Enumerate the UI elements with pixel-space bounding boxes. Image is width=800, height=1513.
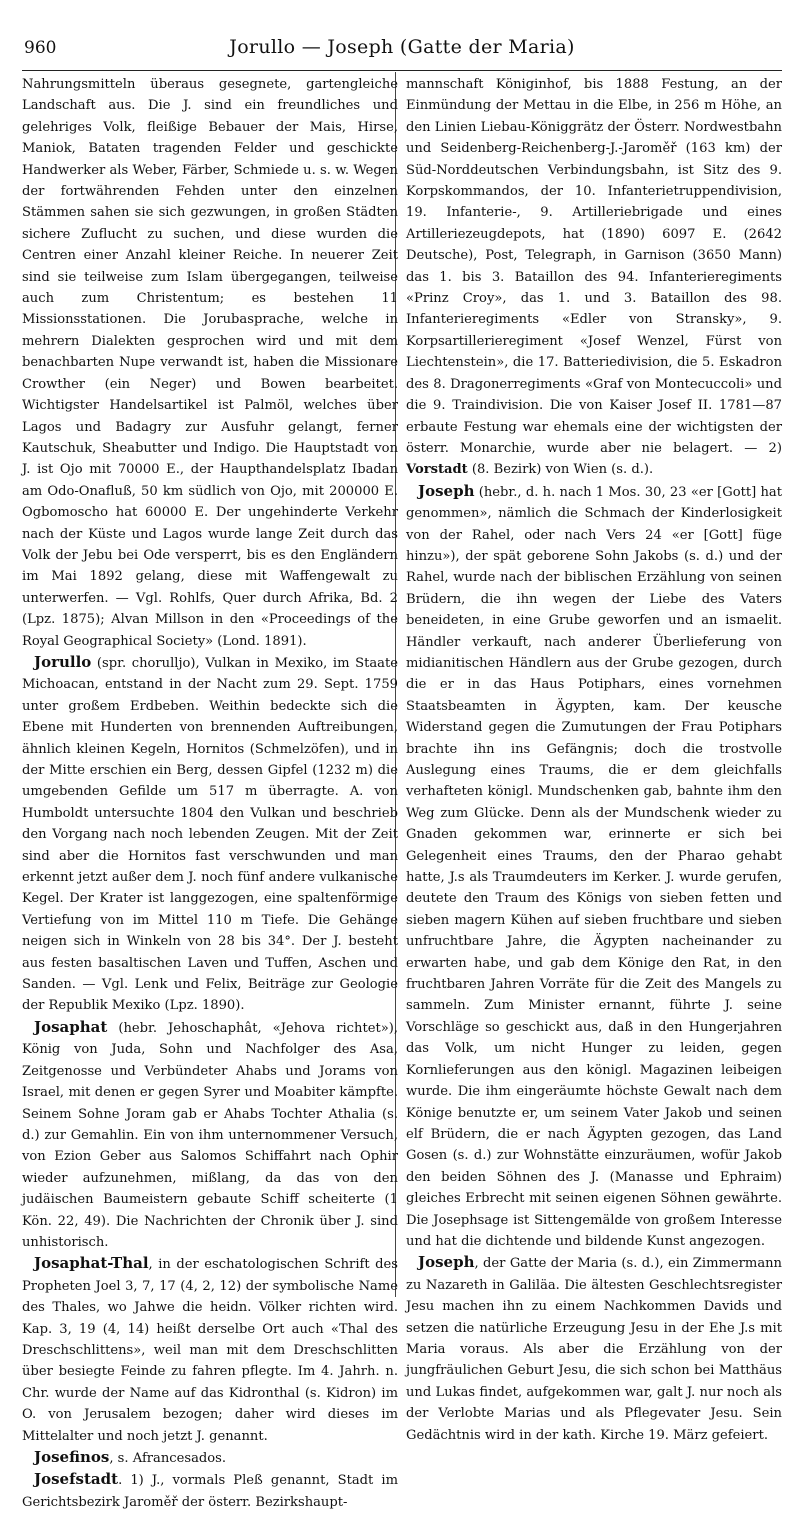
- page-number: 960: [24, 38, 57, 58]
- headword: Josefinos: [34, 1448, 110, 1466]
- continuation-paragraph: [406, 74, 782, 481]
- running-title: Jorullo — Joseph (Gatte der Maria): [229, 36, 575, 58]
- headword: Joseph: [418, 481, 475, 500]
- subentry-headword: Vorstadt: [406, 462, 468, 478]
- page-header: [18, 30, 786, 64]
- entry-text: , in der eschatologischen Schrift des Propheten Joel 3, 7, 17 (4, 2, 12) der symbolische Name des Thales, wo Jahwe die heidn. Völker richten wird. Kap. 3, 19 (4, 14) heißt derselbe Ort auch «Thal des Dreschschlittens», weil man mit dem Dreschschlitten über besiegte Feinde zu fahren pflegte. Im 4. Jahrh. n. Chr. wurde der Name auf das Kidronthal (s. Kidron) im O. von Jerusalem bezogen; daher wird dieses im Mittelalter und noch jetzt J. genannt.: [22, 1257, 398, 1444]
- entry-josefinos: [22, 1447, 398, 1469]
- entry-jorullo: [22, 652, 398, 1017]
- headword: Jorullo: [34, 652, 92, 671]
- entry-josaphat: [22, 1017, 398, 1253]
- entry-text: . 1) J., vormals Pleß genannt, Stadt im Gerichtsbezirk Jaroměř der österr. Bezirkshaupt-: [22, 1473, 398, 1510]
- left-column: [22, 74, 398, 1513]
- entry-text: , s. Afrancesados.: [109, 1451, 227, 1466]
- headword: Josaphat: [34, 1017, 108, 1036]
- headword: Josefstadt: [34, 1470, 119, 1489]
- entry-text: (hebr. Jehoschaphât, «Jehova richtet»), König von Juda, Sohn und Nachfolger des Asa, Zeitgenosse und Verbündeter Ahabs und Jorams von Israel, mit denen er gegen Syrer und Moabiter kämpfte. Seinem Sohne Joram gab er Ahabs Tochter Athalia (s. d.) zur Gemahlin. Ein von ihm unternommener Versuch, von Ezion Geber aus Salomos Schiffahrt nach Ophir wieder aufzunehmen, mißlang, da das von den judäischen Baumeistern gebaute Schiff scheiterte (1 Kön. 22, 49). Die Nachrichten der Chronik über J. sind unhistorisch.: [22, 1020, 398, 1250]
- entry-text: (8. Bezirk) von Wien (s. d.).: [467, 462, 654, 478]
- right-column: [406, 74, 782, 1446]
- entry-text: , der Gatte der Maria (s. d.), ein Zimmermann zu Nazareth in Galiläa. Die ältesten Geschlechtsregister Jesu machen ihn zu einem Nachkommen Davids und setzen die natürliche Erzeugung Jesu in der Ehe J.s mit Maria voraus. Als aber die Erzählung von der jungfräulichen Geburt Jesu, die sich schon bei Matthäus und Lukas findet, aufgekommen war, galt J. nur noch als der Verlobte Marias und als Pflegevater Jesu. Sein Gedächtnis wird in der kath. Kirche 19. März gefeiert.: [406, 1256, 782, 1443]
- entry-text: (hebr., d. h. nach 1 Mos. 30, 23 «er [Gott] hat genommen», nämlich die Schmach der Kinderlosigkeit von der Rahel, oder nach Vers 24 «er [Gott] füge hinzu»), der spät geborene Sohn Jakobs (s. d.) und der Rahel, wurde nach der biblischen Erzählung von seinen Brüdern, die ihn wegen der Liebe des Vaters beneideten, in eine Grube geworfen und an ismaelit. Händler verkauft, nach anderer Überlieferung von midianitischen Händlern aus der Grube gezogen, durch die er in das Haus Potiphars, eines vornehmen Staatsbeamten in Ägypten, kam. Der keusche Widerstand gegen die Zumutungen der Frau Potiphars brachte ihn ins Gefängnis; doch die trostvolle Auslegung eines Traums, die er dem gleichfalls verhafteten königl. Mundschenken gab, bahnte ihm den Weg zum Glücke. Denn als der Mundschenk wieder zu Gnaden gekommen war, erinnerte er sich bei Gelegenheit eines Traums, den der Pharao gehabt hatte, J.s als Traumdeuters im Kerker. J. wurde gerufen, deutete den Traum des Königs von sieben fetten und sieben magern Kühen auf sieben fruchtbare und sieben unfruchtbare Jahre, die Ägypten nacheinander zu erwarten habe, und gab dem Könige den Rat, in den fruchtbaren Jahren Vorräte für die Zeit des Mangels zu sammeln. Zum Minister ernannt, führte J. seine Vorschläge so geschickt aus, daß in den Hungerjahren das Volk, um nicht Hunger zu leiden, gegen Kornlieferungen aus den königl. Magazinen leibeigen wurde. Die ihm eingeräumte höchste Gewalt nach dem Könige benutzte er, um seinem Vater Jakob und seinen elf Brüdern, die er nach Ägypten gezogen, das Land Gosen (s. d.) zur Wohnstätte einzuräumen, wofür Jakob den beiden Söhnen des J. (Manasse und Ephraim) gleiches Erbrecht mit seinen eigenen Söhnen gewährte. Die Josephsage ist Sittengemälde von großem Interesse und hat die dichtende und bildende Kunst angezogen.: [406, 484, 782, 1249]
- entry-joseph: [406, 481, 782, 1253]
- header-rule: [22, 70, 782, 71]
- entry-text: mannschaft Königinhof, bis 1888 Festung, an der Einmündung der Mettau in die Elbe, in 256 m Höhe, an den Linien Liebau-Königgrätz der Österr. Nordwestbahn und Seidenberg-Reichenberg-J.-Jaroměř (163 km) der Süd-Norddeutschen Verbindungsbahn, ist Sitz des 9. Korpskommandos, der 10. Infanterietruppendivision, 19. Infanterie-, 9. Artilleriebrigade und eines Artilleriezeugdepots, hat (1890) 6097 E. (2642 Deutsche), Post, Telegraph, in Garnison (3650 Mann) das 1. bis 3. Bataillon des 94. Infanterieregiments «Prinz Croy», das 1. und 3. Bataillon des 98. Infanterieregiments «Edler von Stransky», 9. Korpsartillerieregiment «Josef Wenzel, Fürst von Liechtenstein», die 17. Batteriedivision, die 5. Eskadron des 8. Dragonerregiments «Graf von Montecuccoli» und die 9. Traindivision. Die von Kaiser Josef II. 1781—87 erbaute Festung war ehemals eine der wichtigsten der österr. Monarchie, wurde aber nie belagert. — 2): [406, 77, 782, 456]
- headword: Joseph: [418, 1253, 475, 1272]
- entry-josefstadt: [22, 1469, 398, 1513]
- continuation-paragraph: Nahrungsmitteln überaus gesegnete, gartengleiche Landschaft aus. Die J. sind ein freundliches und gelehriges Volk, fleißige Bebauer der Mais, Hirse, Maniok, Bataten tragenden Felder und geschickte Handwerker als Weber, Färber, Schmiede u. s. w. Wegen der fortwährenden Fehden unter den einzelnen Stämmen sahen sie sich gezwungen, in großen Städten sichere Zuflucht zu suchen, und diese wurden die Centren einer Anzahl kleiner Reiche. In neuerer Zeit sind sie teilweise zum Islam übergegangen, teilweise auch zum Christentum; es bestehen 11 Missionsstationen. Die Jorubasprache, welche in mehrern Dialekten gesprochen wird und mit dem benachbarten Nupe verwandt ist, haben die Missionare Crowther (ein Neger) und Bowen bearbeitet. Wichtigster Handelsartikel ist Palmöl, welches über Lagos und Badagry zur Ausfuhr gelangt, ferner Kautschuk, Sheabutter und Indigo. Die Hauptstadt von J. ist Ojo mit 70000 E., der Haupthandelsplatz Ibadan am Odo-Onafluß, 50 km südlich von Ojo, mit 200000 E. Ogbomoscho hat 60000 E. Der ungehinderte Verkehr nach der Küste und Lagos wurde lange Zeit durch das Volk der Jebu bei Ode versperrt, bis es den Engländern im Mai 1892 gelang, diese mit Waffengewalt zu unterwerfen. — Vgl. Rohlfs, Quer durch Afrika, Bd. 2 (Lpz. 1875); Alvan Millson in den «Proceedings of the Royal Geographical Society» (Lond. 1891).: [22, 77, 398, 649]
- headword: Josaphat-Thal: [34, 1254, 149, 1273]
- entry-joseph-gatte: [406, 1252, 782, 1446]
- entry-text: (spr. chorulljo), Vulkan in Mexiko, im Staate Michoacan, entstand in der Nacht zum 29. Sept. 1759 unter großem Erdbeben. Weithin bedeckte sich die Ebene mit Hunderten von brennenden Auftreibungen, ähnlich kleinen Kegeln, Hornitos (Schmelzöfen), und in der Mitte erschien ein Berg, dessen Gipfel (1232 m) die umgebenden Gefilde um 517 m überragte. A. von Humboldt untersuchte 1804 den Vulkan und beschrieb den Vorgang nach noch lebenden Zeugen. Mit der Zeit sind aber die Hornitos fast verschwunden und man erkennt jetzt außer dem J. noch fünf andere vulkanische Kegel. Der Krater ist langgezogen, eine spaltenförmige Vertiefung von im Mittel 110 m Tiefe. Die Gehänge neigen sich in Winkeln von 28 bis 34°. Der J. besteht aus festen basaltischen Laven und Tuffen, Aschen und Sanden. — Vgl. Lenk und Felix, Beiträge zur Geologie der Republik Mexiko (Lpz. 1890).: [22, 655, 398, 1014]
- entry-josaphat-thal: [22, 1253, 398, 1447]
